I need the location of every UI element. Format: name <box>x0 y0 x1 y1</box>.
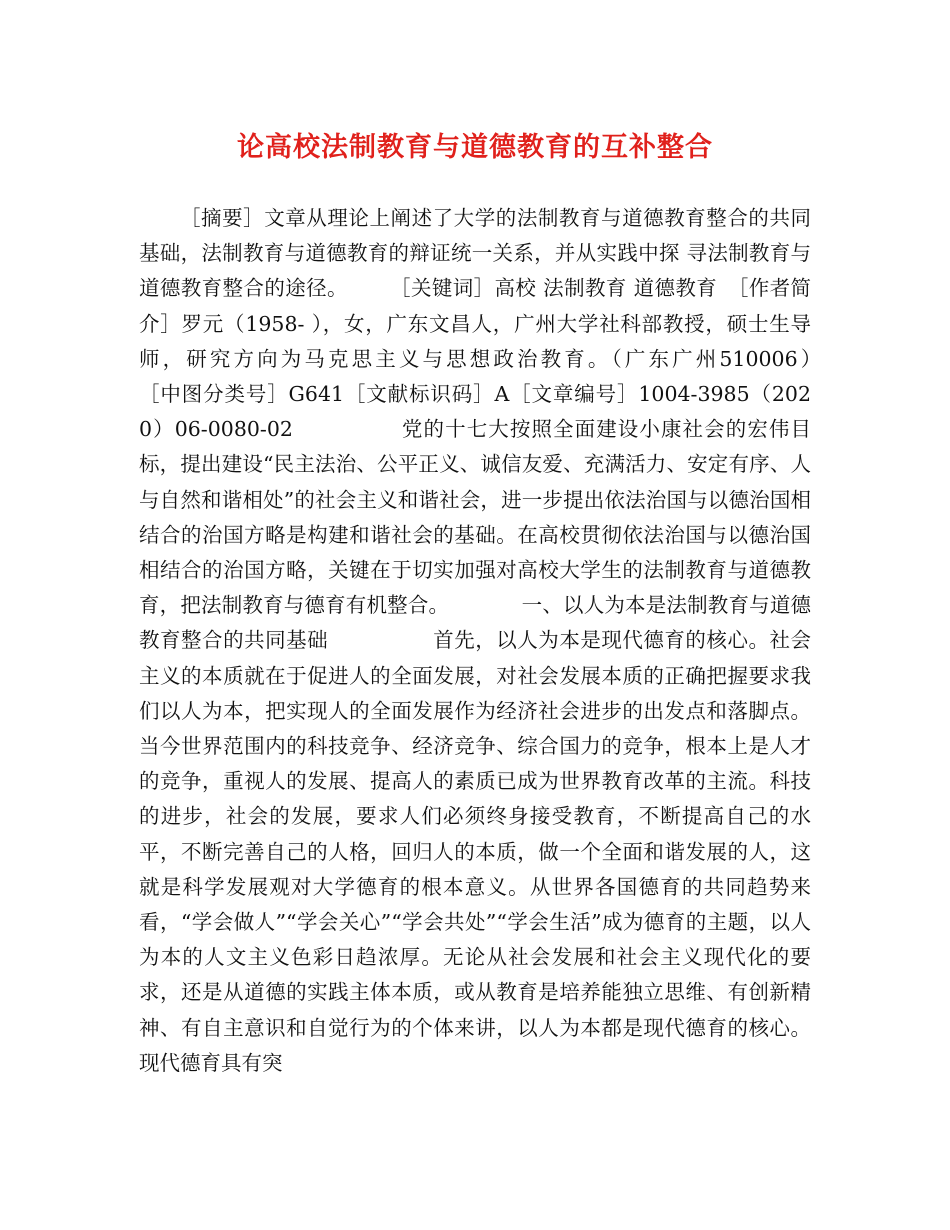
document-body: ［摘要］文章从理论上阐述了大学的法制教育与道德教育整合的共同基础，法制教育与道德教育的辩证统一关系，并从实践中探 寻法制教育与道德教育整合的途径。 ［关键词］高校 法制教育 道德教育 ［作者简介］罗元（1958- ），女，广东文昌人，广州大学社科部教授，硕士生导师，研究方向为马克思主义与思想政治教育。（广东广州510006） ［中图分类号］G641［文献标识码］A［文章编号］1004-3985（2020）06-0080-02 党的十七大按照全面建设小康社会的宏伟目标，提出建设“民主法治、公平正义、诚信友爱、充满活力、安定有序、人与自然和谐相处”的社会主义和谐社会，进一步提出依法治国与以德治国相结合的治国方略是构建和谐社会的基础。在高校贯彻依法治国与以德治国相结合的治国方略，关键在于切实加强对高校大学生的法制教育与道德教育，把法制教育与德育有机整合。 一、以人为本是法制教育与道德教育整合的共同基础 首先，以人为本是现代德育的核心。社会主义的本质就在于促进人的全面发展，对社会发展本质的正确把握要求我们以人为本，把实现人的全面发展作为经济社会进步的出发点和落脚点。当今世界范围内的科技竞争、经济竞争、综合国力的竞争，根本上是人才的竞争，重视人的发展、提高人的素质已成为世界教育改革的主流。科技的进步，社会的发展，要求人们必须终身接受教育，不断提高自己的水平，不断完善自己的人格，回归人的本质，做一个全面和谐发展的人，这就是科学发展观对大学德育的根本意义。从世界各国德育的共同趋势来看，“学会做人”“学会关心”“学会共处”“学会生活”成为德育的主题，以人为本的人文主义色彩日趋浓厚。无论从社会发展和社会主义现代化的要求，还是从道德的实践主体本质，或从教育是培养能独立思维、有创新精神、有自主意识和自觉行为的个体来讲，以人为本都是现代德育的核心。现代德育具有突 <box>139 206 873 1075</box>
document-title: 论高校法制教育与道德教育的互补整合 <box>237 132 713 163</box>
